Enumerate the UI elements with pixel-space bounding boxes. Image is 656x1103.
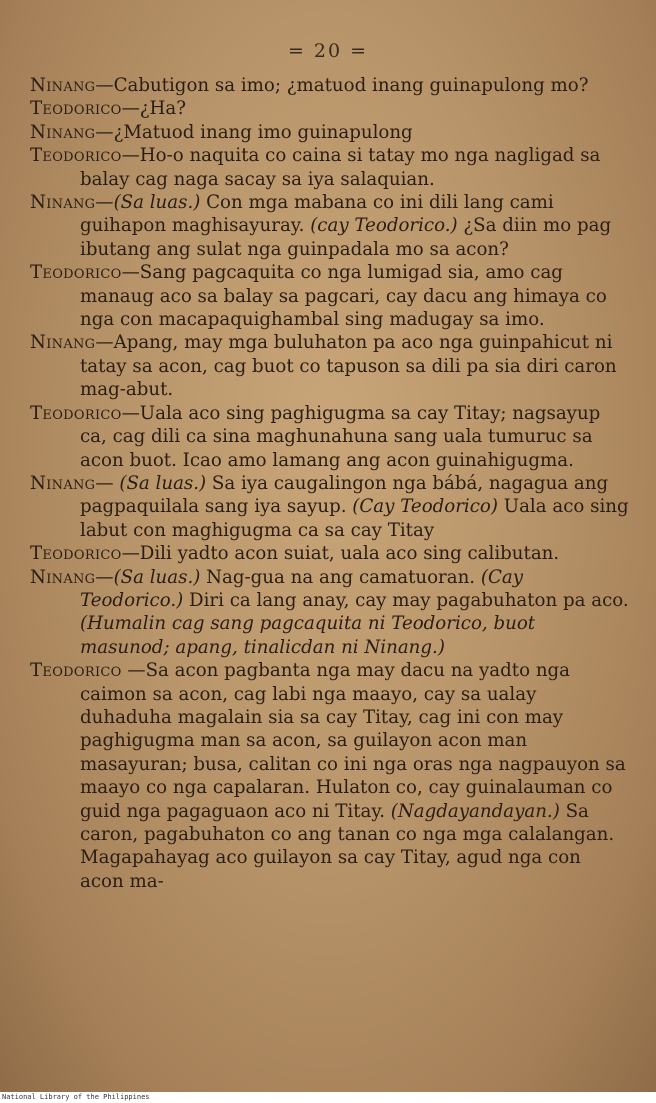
dialogue-line [30, 472, 630, 542]
spoken-text: Uala aco sing paghigugma sa cay Titay; nagsayup ca, cag dili ca sina maghunahuna sang uala tumuruc sa acon buot. Icao amo lamang ang acon guinahigugma. [80, 402, 601, 471]
stage-direction: (Cay Teodorico) [352, 496, 498, 518]
stage-direction: (Humalin cag sang pagcaquita ni Teodorico, buot masunod; apang, tinalicdan ni Ninang.) [80, 613, 536, 658]
speaker-name: Teodorico [30, 262, 122, 284]
spoken-text: ¿Sa diin mo pag ibutang ang sulat nga guinpadala mo sa acon? [80, 215, 612, 260]
speaker-dash: — [121, 402, 140, 424]
dialogue-line [30, 191, 630, 261]
speaker-name: Ninang [30, 192, 96, 214]
dialogue-line [30, 659, 630, 893]
speaker-dash: — [95, 75, 114, 96]
speaker-name: Ninang [30, 75, 96, 96]
page-number: = 20 = [287, 40, 369, 62]
spoken-text: Nag-gua na ang camatuoran. [200, 566, 481, 588]
spoken-text: Apang, may mga buluhaton pa aco nga guinpahicut ni tatay sa acon, cag buot co tapuson sa dili pa sia diri caron mag-abut. [80, 332, 617, 401]
dialogue-line [30, 144, 630, 191]
dialogue-text [30, 74, 630, 893]
stage-direction: (cay Teodorico.) [310, 215, 458, 237]
spoken-text: Sa caron, pagabuhaton co ang tanan co nga mga calalangan. Magapahayag aco guilayon sa cay Titay, agud nga con acon ma- [80, 800, 615, 892]
stage-direction: (Cay Teodorico.) [80, 566, 523, 611]
speaker-name: Teodorico [30, 543, 122, 565]
speaker-name: Ninang [30, 332, 96, 354]
dialogue-line [30, 542, 630, 565]
spoken-text: Sa acon pagbanta nga may dacu na yadto nga caimon sa acon, cag labi nga maayo, cay sa ualay duhaduha magalain sia sa cay Titay, cag ini con may paghigugma man sa acon, sa guilayon acon man masayuran; busa, calitan co ini nga oras nga nagpauyon sa maayo co nga capalaran. Hulaton co, cay guinalauman co guid nga pagaguaon aco ni Titay. [80, 660, 626, 822]
spoken-text: Ho-o naquita co caina si tatay mo nga nagligad sa balay cag naga sacay sa iya salaquian. [80, 145, 601, 190]
spoken-text: Uala aco sing labut con maghigugma ca sa cay Titay [80, 496, 629, 541]
speaker-dash: — [95, 121, 114, 143]
speaker-dash: — [121, 262, 140, 284]
spoken-text: Diri ca lang anay, cay may pagabuhaton pa aco. [183, 589, 629, 611]
speaker-dash: — [95, 566, 114, 588]
speaker-dash: — [95, 192, 114, 214]
library-credit: National Library of the Philippines [2, 1093, 150, 1101]
dialogue-line [30, 331, 630, 401]
speaker-name: Teodorico [30, 98, 122, 120]
spoken-text: Con mga mabana co ini dili lang cami guihapon maghisayuray. [80, 192, 554, 237]
speaker-dash: — [95, 332, 114, 354]
spoken-text: ¿Ha? [139, 98, 186, 120]
spoken-text: Dili yadto acon suiat, uala aco sing calibutan. [139, 543, 560, 565]
speaker-dash: — [121, 543, 140, 565]
speaker-dash: — [95, 472, 120, 494]
speaker-name: Ninang [30, 121, 96, 143]
stage-direction: (Sa luas.) [113, 566, 201, 588]
speaker-name: Teodorico [30, 402, 122, 424]
spoken-text: ¿Matuod inang imo guinapulong [113, 121, 413, 143]
speaker-name: Teodorico [30, 660, 122, 682]
speaker-dash: — [121, 98, 140, 120]
dialogue-line [30, 121, 630, 144]
stage-direction: (Sa luas.) [119, 472, 207, 494]
speaker-name: Ninang [30, 566, 96, 588]
stage-direction: (Nagdayandayan.) [390, 800, 560, 822]
dialogue-line [30, 402, 630, 472]
speaker-name: Ninang [30, 472, 96, 494]
speaker-dash: — [121, 660, 146, 682]
spoken-text: Cabutigon sa imo; ¿matuod inang guinapulong mo? [113, 75, 589, 96]
speaker-dash: — [121, 145, 140, 167]
stage-direction: (Sa luas.) [113, 192, 201, 214]
dialogue-line [30, 97, 630, 120]
dialogue-line [30, 261, 630, 331]
dialogue-line [30, 74, 630, 97]
spoken-text: Sang pagcaquita co nga lumigad sia, amo cag manaug aco sa balay sa pagcari, cay dacu ang himaya co nga con macapaquighambal sing madugay sa imo. [80, 262, 607, 331]
speaker-name: Teodorico [30, 145, 122, 167]
spoken-text: Sa iya caugalingon nga bábá, nagagua ang pagpaquilala sang iya sayup. [80, 472, 609, 518]
dialogue-line [30, 566, 630, 660]
